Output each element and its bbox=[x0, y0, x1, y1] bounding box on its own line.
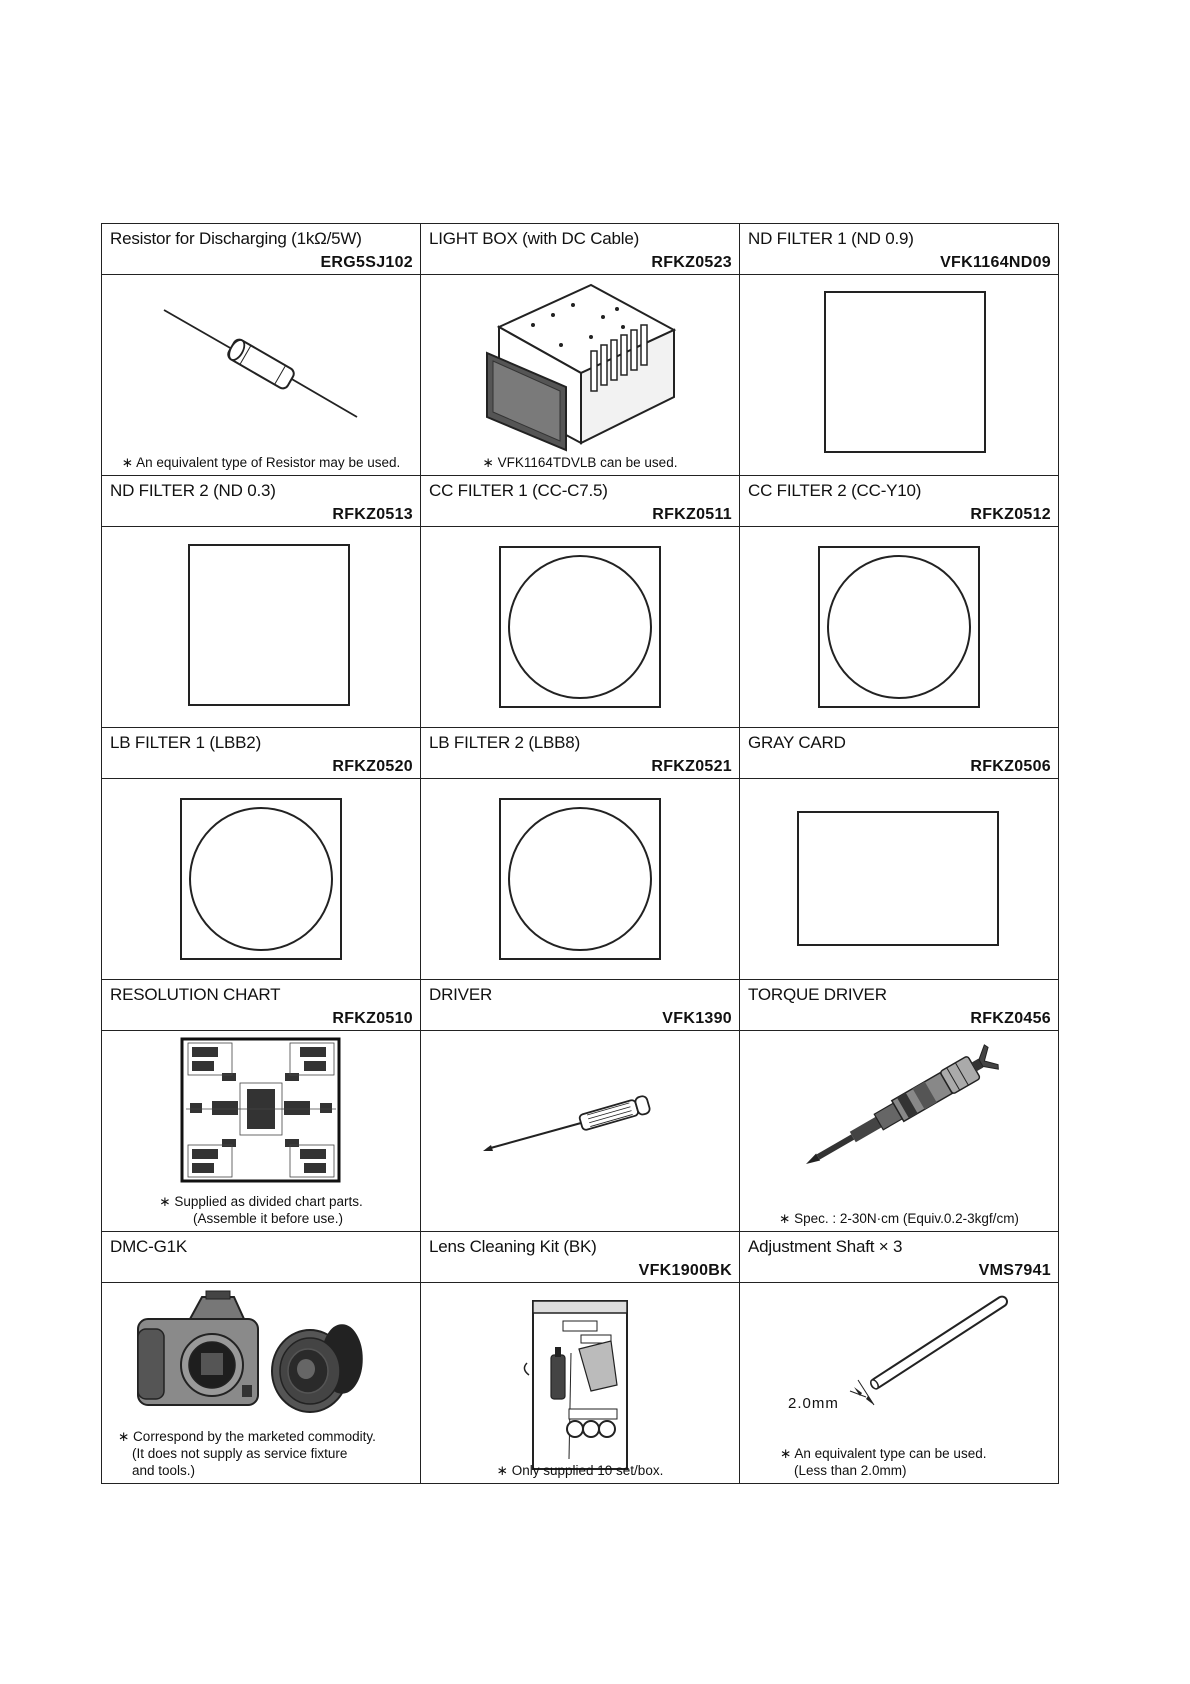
tool-illustration-cell bbox=[421, 1031, 740, 1232]
part-number: VFK1164ND09 bbox=[940, 254, 1051, 271]
tool-header bbox=[102, 728, 421, 779]
tool-name: GRAY CARD bbox=[748, 733, 846, 752]
part-number: VFK1900BK bbox=[638, 1262, 732, 1279]
tool-illustration-cell bbox=[421, 779, 740, 980]
tool-note: ∗ VFK1164TDVLB can be used. bbox=[482, 455, 678, 470]
tool-note bbox=[102, 1193, 420, 1227]
tool-header bbox=[421, 980, 740, 1031]
tool-name: DMC-G1K bbox=[110, 1237, 187, 1256]
lens-cleaning-kit-icon bbox=[421, 1283, 740, 1483]
tool-header bbox=[740, 476, 1059, 527]
tool-name: Adjustment Shaft × 3 bbox=[748, 1237, 903, 1256]
tool-name: ND FILTER 1 (ND 0.9) bbox=[748, 229, 914, 248]
tool-illustration-cell bbox=[102, 1283, 421, 1484]
part-number: RFKZ0512 bbox=[970, 506, 1051, 523]
note-line: ∗ An equivalent type can be used. bbox=[780, 1446, 987, 1461]
tool-header bbox=[740, 728, 1059, 779]
shaft-diameter-label: 2.0mm bbox=[788, 1395, 839, 1412]
part-number: RFKZ0511 bbox=[652, 506, 732, 523]
part-number: VFK1390 bbox=[662, 1010, 732, 1027]
tool-illustration-cell bbox=[740, 1031, 1059, 1232]
tool-note: ∗ Only supplied 10 set/box. bbox=[496, 1463, 664, 1478]
round-filter-icon bbox=[421, 527, 740, 727]
tool-header bbox=[421, 1232, 740, 1283]
tool-name: RESOLUTION CHART bbox=[110, 985, 281, 1004]
tool-illustration-cell bbox=[740, 779, 1059, 980]
part-number: RFKZ0513 bbox=[332, 506, 413, 523]
tool-header bbox=[740, 1232, 1059, 1283]
torque-driver-icon bbox=[740, 1031, 1059, 1231]
tool-note bbox=[102, 1428, 420, 1479]
note-line: and tools.) bbox=[132, 1463, 196, 1478]
tool-header bbox=[421, 476, 740, 527]
resistor-icon bbox=[102, 275, 421, 475]
tool-name: Lens Cleaning Kit (BK) bbox=[429, 1237, 597, 1256]
square-filter-icon bbox=[740, 275, 1059, 475]
tool-header bbox=[102, 224, 421, 275]
tool-illustration-cell bbox=[421, 527, 740, 728]
tool-header bbox=[421, 224, 740, 275]
tool-illustration-cell bbox=[102, 527, 421, 728]
tool-illustration-cell bbox=[740, 275, 1059, 476]
tool-name: LIGHT BOX (with DC Cable) bbox=[429, 229, 640, 248]
square-filter-icon bbox=[102, 527, 421, 727]
part-number: RFKZ0520 bbox=[332, 758, 413, 775]
tool-illustration-cell bbox=[102, 1031, 421, 1232]
tool-illustration-cell bbox=[102, 779, 421, 980]
part-number: RFKZ0506 bbox=[970, 758, 1051, 775]
part-number: RFKZ0456 bbox=[970, 1010, 1051, 1027]
tool-name: LB FILTER 1 (LBB2) bbox=[110, 733, 262, 752]
part-number: ERG5SJ102 bbox=[320, 254, 413, 271]
tool-note: ∗ An equivalent type of Resistor may be used. bbox=[121, 455, 401, 470]
tool-name: TORQUE DRIVER bbox=[748, 985, 887, 1004]
tool-name: Resistor for Discharging (1kΩ/5W) bbox=[110, 229, 362, 248]
tool-header bbox=[740, 224, 1059, 275]
round-filter-icon bbox=[102, 779, 421, 979]
note-line: ∗ Correspond by the marketed commodity. bbox=[118, 1429, 376, 1444]
tool-illustration-cell bbox=[421, 1283, 740, 1484]
tool-name: CC FILTER 1 (CC-C7.5) bbox=[429, 481, 608, 500]
tool-illustration-cell bbox=[740, 527, 1059, 728]
tool-illustration-cell bbox=[740, 1283, 1059, 1484]
light-box-icon bbox=[421, 275, 740, 475]
tool-illustration-cell bbox=[102, 275, 421, 476]
tool-header bbox=[102, 980, 421, 1031]
note-line: (It does not supply as service fixture bbox=[132, 1446, 348, 1461]
service-tools-table bbox=[101, 223, 1059, 1484]
screwdriver-icon bbox=[421, 1031, 740, 1231]
tool-name: LB FILTER 2 (LBB8) bbox=[429, 733, 581, 752]
tool-header bbox=[740, 980, 1059, 1031]
tool-name: ND FILTER 2 (ND 0.3) bbox=[110, 481, 276, 500]
tool-name: DRIVER bbox=[429, 985, 493, 1004]
round-filter-icon bbox=[421, 779, 740, 979]
part-number: RFKZ0521 bbox=[651, 758, 732, 775]
note-line: (Assemble it before use.) bbox=[192, 1211, 344, 1226]
tool-header bbox=[102, 1232, 421, 1283]
tool-note: ∗ Spec. : 2-30N·cm (Equiv.0.2-3kgf/cm) bbox=[779, 1211, 1019, 1226]
tool-header bbox=[102, 476, 421, 527]
part-number: RFKZ0523 bbox=[651, 254, 732, 271]
tool-note bbox=[740, 1445, 1058, 1479]
tool-header bbox=[421, 728, 740, 779]
note-line: (Less than 2.0mm) bbox=[794, 1463, 907, 1478]
tool-name: CC FILTER 2 (CC-Y10) bbox=[748, 481, 922, 500]
part-number: RFKZ0510 bbox=[332, 1010, 413, 1027]
part-number: VMS7941 bbox=[978, 1262, 1051, 1279]
tool-illustration-cell bbox=[421, 275, 740, 476]
gray-card-icon bbox=[740, 779, 1059, 979]
note-line: ∗ Supplied as divided chart parts. bbox=[159, 1194, 363, 1209]
round-filter-icon bbox=[740, 527, 1059, 727]
